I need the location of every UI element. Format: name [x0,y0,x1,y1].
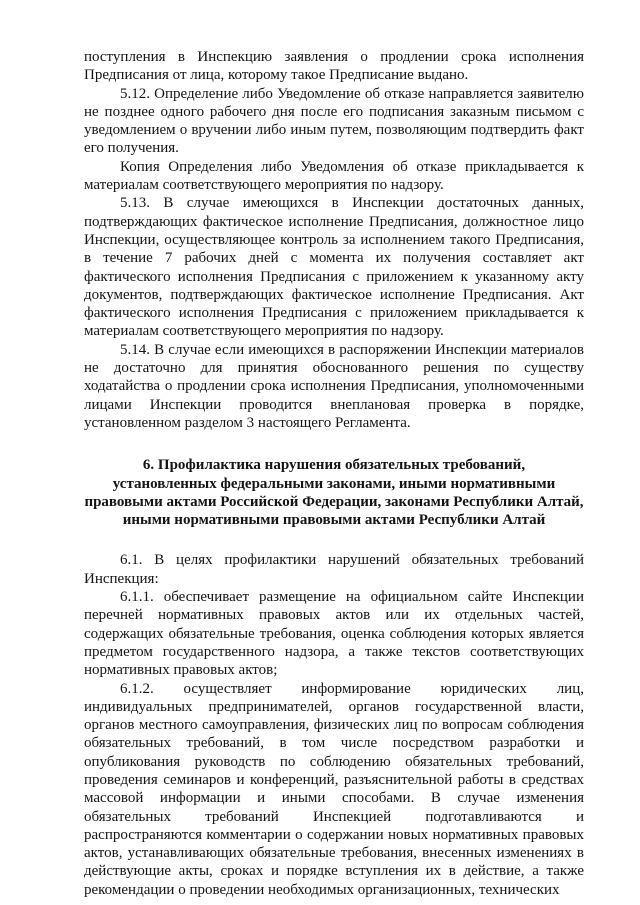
text-block-before [84,48,584,432]
paragraph: 6.1. В целях профилактики нарушений обязательных требований Инспекция: [84,552,584,587]
paragraph: 5.13. В случае имеющихся в Инспекции достаточных данных, подтверждающих фактическое исполнение Предписания, должностное лицо Инспекции, осуществляющее контроль за исполнением такого Предписания, в течение 7 рабочих дней с момента их получения составляет акт фактического исполнения Предписания с приложением к указанному акту документов, подтверждающих фактическое исполнение Предписания. Акт фактического исполнения Предписания с приложением прикладывается к материалам соответствующего мероприятия по надзору. [84,195,584,340]
paragraph: 5.14. В случае если имеющихся в распоряжении Инспекции материалов не достаточно для принятия обоснованного решения по существу ходатайства о продлении срока исполнения Предписания, уполномоченными лицами Инспекции проводится внеплановая проверка в порядке, установленном разделом 3 настоящего Регламента. [84,341,584,431]
section-heading-line: иными нормативными правовыми актами Республики Алтай [122,512,546,529]
paragraph: 6.1.2. осуществляет информирование юридических лиц, индивидуальных предпринимателей, органов государственной власти, органов местного самоуправления, физических лиц по вопросам соблюдения обязательных требований, в том числе посредством разработки и опубликования руководств по соблюдению обязательных требований, проведения семинаров и конференций, разъяснительной работы в средствах массовой информации и иными способами. В случае изменения обязательных требований Инспекцией подготавливаются и распространяются комментарии о содержании новых нормативных правовых актов, устанавливающих обязательные требования, внесенных изменениях в действующие акты, сроках и порядке вступления их в действие, а также рекомендации о проведении необходимых организационных, технических [84,680,584,898]
section-heading-line: 6. Профилактика нарушения обязательных требований, [142,457,526,474]
section-heading-line: установленных федеральными законами, иными нормативными [112,475,556,492]
section-heading-line: правовыми актами Российской Федерации, законами Республики Алтай, [84,493,584,510]
text-block-after [84,551,584,899]
paragraph: 6.1.1. обеспечивает размещение на официальном сайте Инспекции перечней нормативных правовых актов или их отдельных частей, содержащих обязательные требования, оценка соблюдения которых является предметом государственного надзора, а также текстов соответствующих нормативных правовых актов; [84,589,584,679]
paragraph: Копия Определения либо Уведомления об отказе прикладывается к материалам соответствующего мероприятия по надзору. [84,158,584,194]
paragraph: поступления в Инспекцию заявления о продлении срока исполнения Предписания от лица, которому такое Предписание выдано. [84,49,584,84]
section-heading [84,456,584,529]
paragraph: 5.12. Определение либо Уведомление об отказе направляется заявителю не позднее одного рабочего дня после его подписания заказным письмом с уведомлением о вручении либо иным путем, позволяющим подтвердить факт его получения. [84,85,584,157]
